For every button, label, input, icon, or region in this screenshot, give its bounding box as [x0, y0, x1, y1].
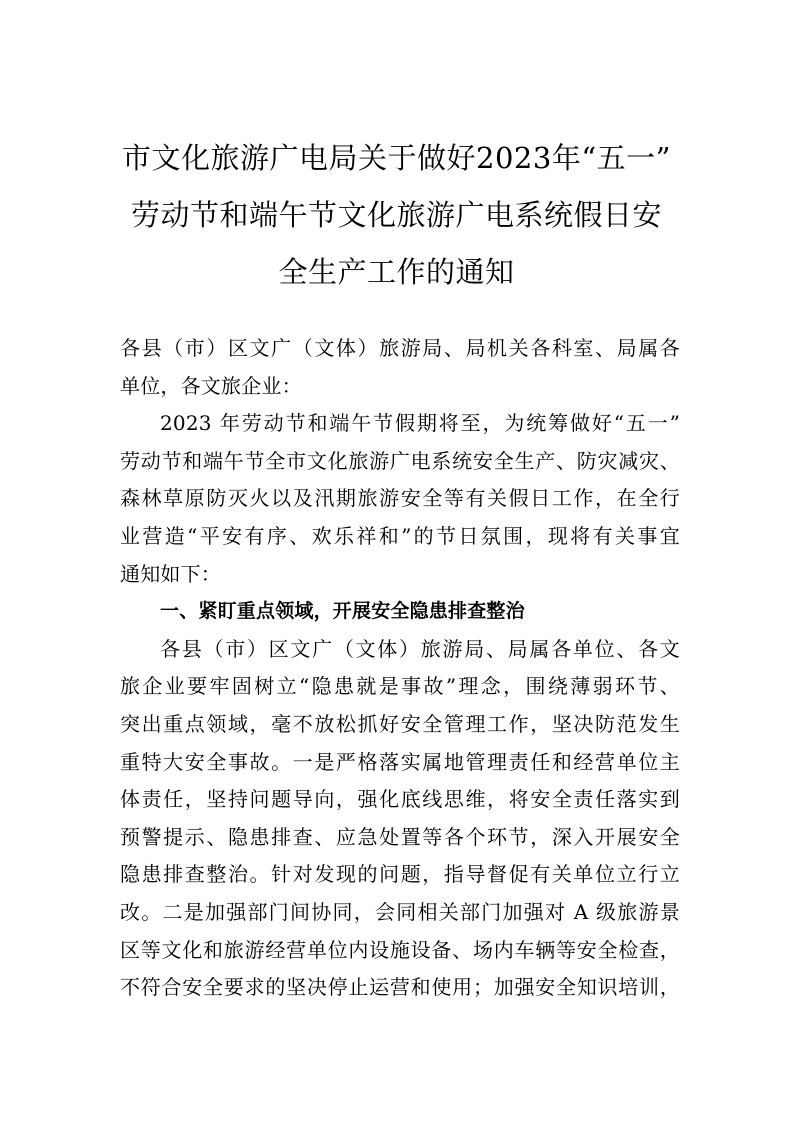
section-heading: 一、紧盯重点领域，开展安全隐患排查整治 — [160, 600, 525, 623]
paragraph-line: 旅企业要牢固树立“隐患就是事故”理念，围绕薄弱环节、 — [120, 674, 680, 699]
document-title — [110, 130, 683, 301]
salutation — [120, 330, 680, 405]
section-paragraph — [120, 631, 680, 1007]
paragraph-line: 重特大安全事故。一是严格落实属地管理责任和经营单位主 — [120, 749, 680, 774]
paragraph-line: 隐患排查整治。针对发现的问题，指导督促有关单位立行立 — [120, 862, 680, 887]
paragraph-line: 通知如下： — [120, 561, 221, 586]
paragraph-line: 改。二是加强部门间协同，会同相关部门加强对 A 级旅游景 — [120, 899, 680, 924]
paragraph-line: 体责任，坚持问题导向，强化底线思维，将安全责任落实到 — [120, 787, 680, 812]
paragraph-line: 森林草原防灭火以及汛期旅游安全等有关假日工作，在全行 — [120, 486, 680, 511]
document-body — [120, 330, 680, 1007]
paragraph-line: 突出重点领域，毫不放松抓好安全管理工作，坚决防范发生 — [120, 711, 680, 736]
paragraph-line: 各县（市）区文广（文体）旅游局、局属各单位、各文 — [160, 636, 680, 661]
paragraph-line: 区等文化和旅游经营单位内设施设备、场内车辆等安全检查， — [120, 937, 680, 962]
title-line: 劳动节和端午节文化旅游广电系统假日安 — [130, 198, 662, 232]
salutation-line: 各县（市）区文广（文体）旅游局、局机关各科室、局属各 — [120, 336, 680, 360]
paragraph-line: 劳动节和端午节全市文化旅游广电系统安全生产、防灾减灾、 — [120, 448, 680, 473]
intro-paragraph — [120, 405, 680, 593]
title-line: 全生产工作的通知 — [278, 255, 515, 289]
paragraph-line: 不符合安全要求的坚决停止运营和使用；加强安全知识培训， — [120, 975, 680, 1000]
salutation-line: 单位，各文旅企业： — [120, 373, 302, 398]
paragraph-line: 业营造“平安有序、欢乐祥和”的节日氛围，现将有关事宜 — [120, 523, 680, 548]
paragraph-line: 预警提示、隐患排查、应急处置等各个环节，深入开展安全 — [120, 824, 680, 849]
paragraph-line: 2023 年劳动节和端午节假期将至，为统筹做好“五一” — [160, 411, 680, 436]
title-line: 市文化旅游广电局关于做好2023年“五一” — [122, 141, 671, 175]
